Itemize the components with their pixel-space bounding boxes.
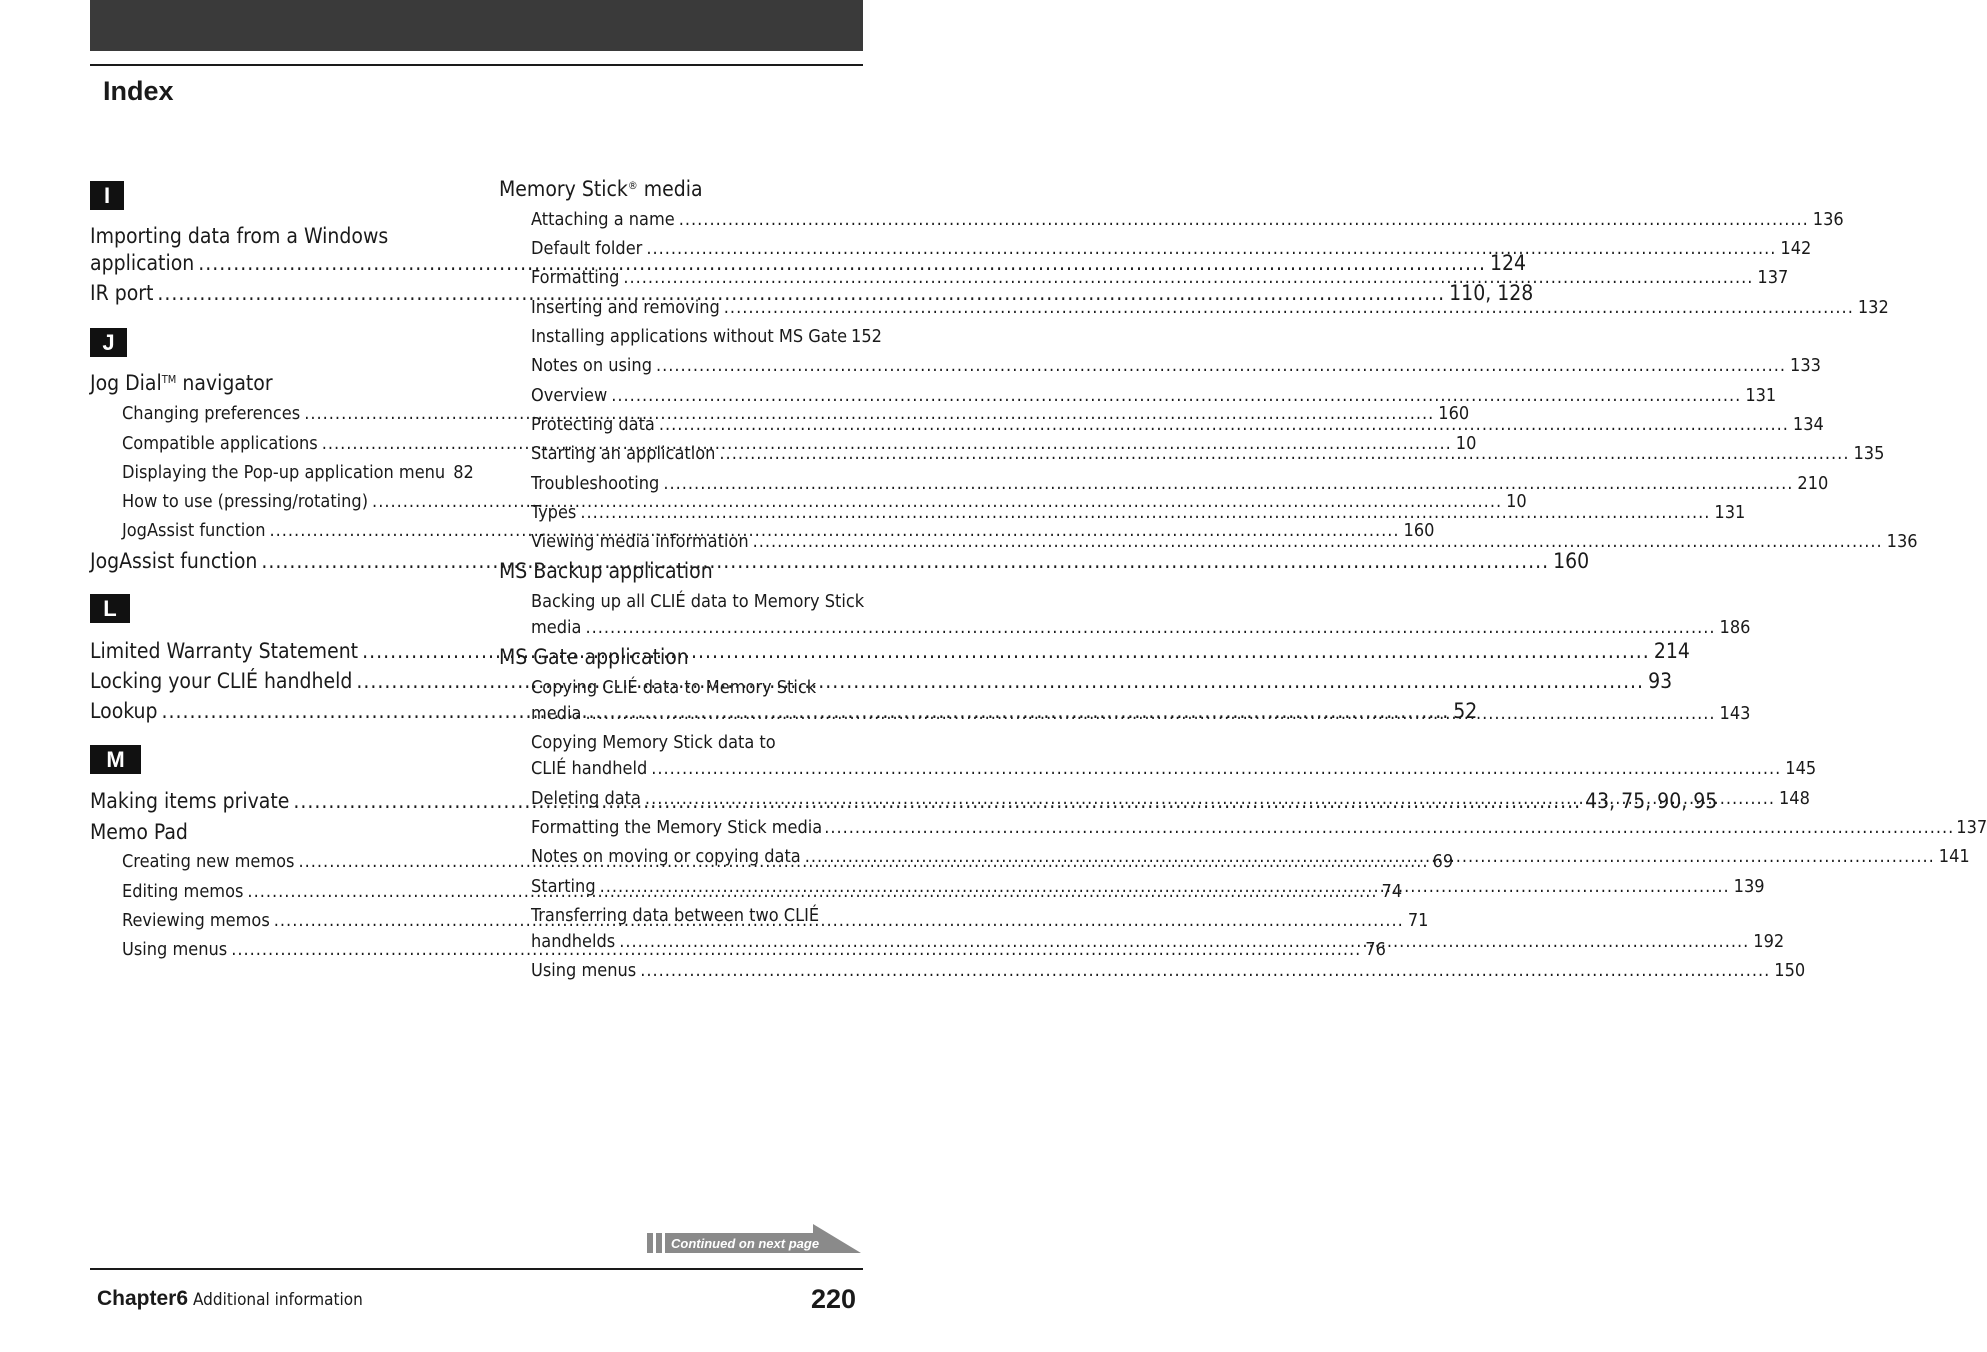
footer-chapter: Chapter6 [97, 1287, 189, 1310]
entry-using-menus-memo: Using menus ..... 76 [122, 939, 451, 960]
entry-limited-warranty: Limited Warranty Statement ..... 214 [90, 639, 451, 663]
entry-gate-item: Starting ..... 139 [531, 876, 860, 897]
entry-using-menus-gate: Using menus ..... 150 [531, 960, 860, 981]
entry-copying-ms-line1: Copying Memory Stick data to [531, 732, 776, 753]
entry-transferring-line1: Transferring data between two CLIÉ [531, 905, 820, 926]
entry-editing-memos: Editing memos ..... 74 [122, 881, 451, 902]
entry-ms-item: Types ..... 131 [531, 502, 860, 523]
entry-compatible-applications: Compatible applications ..... 10 [122, 433, 451, 454]
page-ref: 110, 128 [1449, 281, 1534, 305]
entry-making-private: Making items private ..... 43, 75, 90, 95 [90, 789, 451, 813]
entry-ms-item: Installing applications without MS Gate 152 [531, 326, 882, 347]
header-bar [90, 0, 863, 51]
entry-ms-item: Notes on using ..... 133 [531, 355, 860, 376]
continued-text: Continued on next page [671, 1236, 820, 1251]
entry-reviewing-memos: Reviewing memos ..... 71 [122, 910, 451, 931]
page-title: Index [103, 76, 174, 106]
entry-copying-clie: media ..... 143 [531, 703, 860, 724]
entry-copying-clie-line1: Copying CLIÉ data to Memory Stick [531, 677, 817, 698]
entry-gate-item: Deleting data ..... 148 [531, 788, 860, 809]
letter-m-badge: M [90, 745, 141, 774]
heading-ms-backup: MS Backup application [499, 559, 713, 583]
page-ref: 124 [1489, 251, 1527, 275]
entry-ms-item: Viewing media information ..... 136 [531, 531, 860, 552]
entry-displaying-popup: Displaying the Pop-up application menu 82 [122, 462, 474, 483]
entry-copying-ms: CLIÉ handheld ..... 145 [531, 758, 860, 779]
entry-gate-item: Formatting the Memory Stick media ..... 137 [531, 817, 860, 838]
heading-memo-pad: Memo Pad [90, 820, 188, 844]
continued-bar-icon [656, 1233, 662, 1253]
header-rule [90, 64, 863, 66]
entry-how-to-use: How to use (pressing/rotating) ..... 10 [122, 491, 451, 512]
continued-bar-icon [647, 1233, 653, 1253]
letter-j-badge: J [90, 328, 127, 357]
entry-transferring: handhelds ..... 192 [531, 931, 860, 952]
entry-ir-port: IR port ..... 110, 128 [90, 281, 451, 305]
entry-importing: application ..... 124 [90, 251, 451, 275]
heading-memory-stick: Memory Stick® media [499, 177, 703, 201]
entry-ms-item: Attaching a name ..... 136 [531, 209, 860, 230]
entry-gate-item: Notes on moving or copying data ..... 141 [531, 846, 860, 867]
entry-backing-up: media ..... 186 [531, 617, 860, 638]
entry-locking: Locking your CLIÉ handheld ..... 93 [90, 669, 451, 693]
heading-ms-gate: MS Gate application [499, 645, 689, 669]
footer-rule [90, 1268, 863, 1270]
entry-ms-item: Inserting and removing ..... 132 [531, 297, 860, 318]
entry-jogassist-sub: JogAssist function ..... 160 [122, 520, 451, 541]
letter-i-badge: I [90, 181, 124, 210]
entry-importing-line1: Importing data from a Windows [90, 224, 389, 248]
page-number: 220 [810, 1284, 856, 1314]
entry-ms-item: Protecting data ..... 134 [531, 414, 860, 435]
entry-ms-item: Overview ..... 131 [531, 385, 860, 406]
footer-description: Additional information [193, 1290, 363, 1310]
entry-creating-memos: Creating new memos ..... 69 [122, 851, 451, 872]
entry-ms-item: Formatting ..... 137 [531, 267, 860, 288]
entry-backing-up-line1: Backing up all CLIÉ data to Memory Stick [531, 591, 865, 612]
heading-jog-dial: Jog Dial™ navigator [90, 371, 273, 395]
entry-lookup: Lookup ..... 52 [90, 699, 451, 723]
letter-l-badge: L [90, 594, 130, 623]
continued-banner [647, 1224, 861, 1254]
entry-jogassist: JogAssist function ..... 160 [90, 549, 451, 573]
entry-ms-item: Starting an application ..... 135 [531, 443, 860, 464]
entry-changing-preferences: Changing preferences ..... 160 [122, 403, 451, 424]
entry-ms-item: Troubleshooting ..... 210 [531, 473, 860, 494]
entry-ms-item: Default folder ..... 142 [531, 238, 860, 259]
